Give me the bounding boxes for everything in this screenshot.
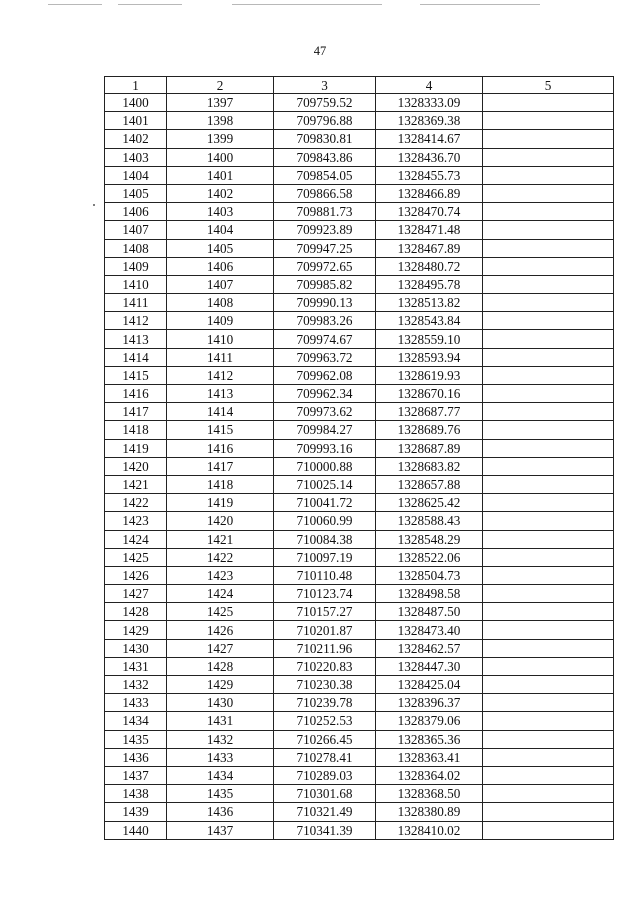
point-number-cell: 1418 (105, 421, 167, 439)
y-coordinate-cell: 1328480.72 (376, 257, 483, 275)
previous-point-cell: 1429 (167, 676, 274, 694)
y-coordinate-cell: 1328683.82 (376, 457, 483, 475)
table-row (105, 621, 614, 639)
x-coordinate-cell: 709830.81 (274, 130, 376, 148)
table-row (105, 512, 614, 530)
note-cell (483, 330, 614, 348)
y-coordinate-cell: 1328467.89 (376, 239, 483, 257)
previous-point-cell: 1410 (167, 330, 274, 348)
previous-point-cell: 1419 (167, 494, 274, 512)
note-cell (483, 257, 614, 275)
table-row (105, 148, 614, 166)
y-coordinate-cell: 1328625.42 (376, 494, 483, 512)
y-coordinate-cell: 1328473.40 (376, 621, 483, 639)
x-coordinate-cell: 709843.86 (274, 148, 376, 166)
previous-point-cell: 1407 (167, 275, 274, 293)
scan-artifact-line (232, 4, 382, 5)
y-coordinate-cell: 1328687.89 (376, 439, 483, 457)
x-coordinate-cell: 710239.78 (274, 694, 376, 712)
previous-point-cell: 1435 (167, 785, 274, 803)
y-coordinate-cell: 1328498.58 (376, 585, 483, 603)
previous-point-cell: 1397 (167, 94, 274, 112)
point-number-cell: 1409 (105, 257, 167, 275)
note-cell (483, 166, 614, 184)
table-row (105, 548, 614, 566)
previous-point-cell: 1430 (167, 694, 274, 712)
table-row (105, 366, 614, 384)
note-cell (483, 348, 614, 366)
x-coordinate-cell: 709990.13 (274, 294, 376, 312)
point-number-cell: 1419 (105, 439, 167, 457)
table-row (105, 694, 614, 712)
y-coordinate-cell: 1328455.73 (376, 166, 483, 184)
note-cell (483, 785, 614, 803)
y-coordinate-cell: 1328470.74 (376, 203, 483, 221)
table-row (105, 457, 614, 475)
point-number-cell: 1426 (105, 566, 167, 584)
x-coordinate-cell: 710321.49 (274, 803, 376, 821)
column-header: 3 (274, 77, 376, 94)
point-number-cell: 1421 (105, 475, 167, 493)
previous-point-cell: 1412 (167, 366, 274, 384)
y-coordinate-cell: 1328369.38 (376, 112, 483, 130)
table-body (105, 77, 614, 840)
table-row (105, 603, 614, 621)
x-coordinate-cell: 710278.41 (274, 748, 376, 766)
point-number-cell: 1412 (105, 312, 167, 330)
note-cell (483, 294, 614, 312)
table-row (105, 712, 614, 730)
point-number-cell: 1434 (105, 712, 167, 730)
table-row (105, 439, 614, 457)
y-coordinate-cell: 1328522.06 (376, 548, 483, 566)
y-coordinate-cell: 1328365.36 (376, 730, 483, 748)
point-number-cell: 1431 (105, 657, 167, 675)
note-cell (483, 203, 614, 221)
table-row (105, 203, 614, 221)
previous-point-cell: 1406 (167, 257, 274, 275)
y-coordinate-cell: 1328425.04 (376, 676, 483, 694)
point-number-cell: 1414 (105, 348, 167, 366)
point-number-cell: 1428 (105, 603, 167, 621)
table-row (105, 676, 614, 694)
point-number-cell: 1401 (105, 112, 167, 130)
point-number-cell: 1425 (105, 548, 167, 566)
y-coordinate-cell: 1328657.88 (376, 475, 483, 493)
previous-point-cell: 1437 (167, 821, 274, 839)
previous-point-cell: 1421 (167, 530, 274, 548)
note-cell (483, 112, 614, 130)
note-cell (483, 421, 614, 439)
point-number-cell: 1417 (105, 403, 167, 421)
x-coordinate-cell: 710266.45 (274, 730, 376, 748)
y-coordinate-cell: 1328687.77 (376, 403, 483, 421)
point-number-cell: 1427 (105, 585, 167, 603)
table-row (105, 385, 614, 403)
x-coordinate-cell: 710123.74 (274, 585, 376, 603)
previous-point-cell: 1423 (167, 566, 274, 584)
y-coordinate-cell: 1328364.02 (376, 766, 483, 784)
scan-artifact-line (420, 4, 540, 5)
x-coordinate-cell: 709923.89 (274, 221, 376, 239)
point-number-cell: 1429 (105, 621, 167, 639)
previous-point-cell: 1400 (167, 148, 274, 166)
x-coordinate-cell: 709974.67 (274, 330, 376, 348)
previous-point-cell: 1402 (167, 184, 274, 202)
note-cell (483, 184, 614, 202)
y-coordinate-cell: 1328410.02 (376, 821, 483, 839)
previous-point-cell: 1405 (167, 239, 274, 257)
point-number-cell: 1416 (105, 385, 167, 403)
note-cell (483, 548, 614, 566)
previous-point-cell: 1426 (167, 621, 274, 639)
table-row (105, 494, 614, 512)
x-coordinate-cell: 710041.72 (274, 494, 376, 512)
y-coordinate-cell: 1328689.76 (376, 421, 483, 439)
x-coordinate-cell: 710157.27 (274, 603, 376, 621)
point-number-cell: 1411 (105, 294, 167, 312)
y-coordinate-cell: 1328368.50 (376, 785, 483, 803)
note-cell (483, 494, 614, 512)
y-coordinate-cell: 1328504.73 (376, 566, 483, 584)
previous-point-cell: 1413 (167, 385, 274, 403)
y-coordinate-cell: 1328466.89 (376, 184, 483, 202)
previous-point-cell: 1425 (167, 603, 274, 621)
y-coordinate-cell: 1328471.48 (376, 221, 483, 239)
table-row (105, 785, 614, 803)
previous-point-cell: 1417 (167, 457, 274, 475)
previous-point-cell: 1432 (167, 730, 274, 748)
note-cell (483, 403, 614, 421)
y-coordinate-cell: 1328436.70 (376, 148, 483, 166)
y-coordinate-cell: 1328396.37 (376, 694, 483, 712)
y-coordinate-cell: 1328543.84 (376, 312, 483, 330)
y-coordinate-cell: 1328495.78 (376, 275, 483, 293)
note-cell (483, 475, 614, 493)
scan-artifact-line (48, 4, 102, 5)
previous-point-cell: 1420 (167, 512, 274, 530)
table-row (105, 530, 614, 548)
point-number-cell: 1440 (105, 821, 167, 839)
table-row (105, 275, 614, 293)
point-number-cell: 1400 (105, 94, 167, 112)
y-coordinate-cell: 1328588.43 (376, 512, 483, 530)
note-cell (483, 748, 614, 766)
table-row (105, 94, 614, 112)
previous-point-cell: 1415 (167, 421, 274, 439)
note-cell (483, 603, 614, 621)
previous-point-cell: 1418 (167, 475, 274, 493)
point-number-cell: 1437 (105, 766, 167, 784)
note-cell (483, 94, 614, 112)
x-coordinate-cell: 709983.26 (274, 312, 376, 330)
y-coordinate-cell: 1328487.50 (376, 603, 483, 621)
x-coordinate-cell: 710084.38 (274, 530, 376, 548)
point-number-cell: 1423 (105, 512, 167, 530)
note-cell (483, 821, 614, 839)
note-cell (483, 239, 614, 257)
previous-point-cell: 1403 (167, 203, 274, 221)
table-row (105, 475, 614, 493)
table-row (105, 130, 614, 148)
note-cell (483, 457, 614, 475)
previous-point-cell: 1408 (167, 294, 274, 312)
note-cell (483, 366, 614, 384)
previous-point-cell: 1424 (167, 585, 274, 603)
table-row (105, 166, 614, 184)
note-cell (483, 712, 614, 730)
y-coordinate-cell: 1328447.30 (376, 657, 483, 675)
note-cell (483, 585, 614, 603)
column-header: 2 (167, 77, 274, 94)
y-coordinate-cell: 1328380.89 (376, 803, 483, 821)
stray-mark (93, 204, 95, 206)
table-row (105, 421, 614, 439)
table-row (105, 566, 614, 584)
x-coordinate-cell: 709962.34 (274, 385, 376, 403)
point-number-cell: 1430 (105, 639, 167, 657)
x-coordinate-cell: 709962.08 (274, 366, 376, 384)
note-cell (483, 148, 614, 166)
point-number-cell: 1433 (105, 694, 167, 712)
point-number-cell: 1402 (105, 130, 167, 148)
y-coordinate-cell: 1328414.67 (376, 130, 483, 148)
y-coordinate-cell: 1328559.10 (376, 330, 483, 348)
x-coordinate-cell: 710211.96 (274, 639, 376, 657)
x-coordinate-cell: 710025.14 (274, 475, 376, 493)
x-coordinate-cell: 710201.87 (274, 621, 376, 639)
table-row (105, 730, 614, 748)
column-header: 5 (483, 77, 614, 94)
x-coordinate-cell: 709984.27 (274, 421, 376, 439)
table-row (105, 657, 614, 675)
y-coordinate-cell: 1328670.16 (376, 385, 483, 403)
point-number-cell: 1424 (105, 530, 167, 548)
y-coordinate-cell: 1328333.09 (376, 94, 483, 112)
y-coordinate-cell: 1328619.93 (376, 366, 483, 384)
x-coordinate-cell: 709963.72 (274, 348, 376, 366)
previous-point-cell: 1431 (167, 712, 274, 730)
coordinates-table (104, 76, 614, 840)
y-coordinate-cell: 1328379.06 (376, 712, 483, 730)
point-number-cell: 1405 (105, 184, 167, 202)
table-row (105, 639, 614, 657)
note-cell (483, 385, 614, 403)
table-row (105, 585, 614, 603)
x-coordinate-cell: 709947.25 (274, 239, 376, 257)
x-coordinate-cell: 710230.38 (274, 676, 376, 694)
scan-artifact-line (118, 4, 182, 5)
x-coordinate-cell: 709854.05 (274, 166, 376, 184)
point-number-cell: 1420 (105, 457, 167, 475)
table-row (105, 330, 614, 348)
table-row (105, 348, 614, 366)
x-coordinate-cell: 709985.82 (274, 275, 376, 293)
point-number-cell: 1436 (105, 748, 167, 766)
note-cell (483, 639, 614, 657)
x-coordinate-cell: 709973.62 (274, 403, 376, 421)
note-cell (483, 621, 614, 639)
previous-point-cell: 1409 (167, 312, 274, 330)
previous-point-cell: 1428 (167, 657, 274, 675)
point-number-cell: 1435 (105, 730, 167, 748)
note-cell (483, 512, 614, 530)
note-cell (483, 766, 614, 784)
point-number-cell: 1432 (105, 676, 167, 694)
previous-point-cell: 1401 (167, 166, 274, 184)
y-coordinate-cell: 1328363.41 (376, 748, 483, 766)
x-coordinate-cell: 710220.83 (274, 657, 376, 675)
point-number-cell: 1415 (105, 366, 167, 384)
note-cell (483, 439, 614, 457)
x-coordinate-cell: 710289.03 (274, 766, 376, 784)
column-header: 1 (105, 77, 167, 94)
x-coordinate-cell: 710341.39 (274, 821, 376, 839)
table-row (105, 766, 614, 784)
x-coordinate-cell: 709881.73 (274, 203, 376, 221)
header-row (105, 77, 614, 94)
table-row (105, 403, 614, 421)
table-row (105, 312, 614, 330)
note-cell (483, 530, 614, 548)
previous-point-cell: 1398 (167, 112, 274, 130)
table-row (105, 821, 614, 839)
note-cell (483, 275, 614, 293)
x-coordinate-cell: 710301.68 (274, 785, 376, 803)
note-cell (483, 676, 614, 694)
y-coordinate-cell: 1328462.57 (376, 639, 483, 657)
table-row (105, 294, 614, 312)
x-coordinate-cell: 709993.16 (274, 439, 376, 457)
point-number-cell: 1413 (105, 330, 167, 348)
note-cell (483, 730, 614, 748)
previous-point-cell: 1427 (167, 639, 274, 657)
page-number: 47 (313, 44, 327, 58)
x-coordinate-cell: 710110.48 (274, 566, 376, 584)
note-cell (483, 566, 614, 584)
x-coordinate-cell: 709972.65 (274, 257, 376, 275)
x-coordinate-cell: 710252.53 (274, 712, 376, 730)
point-number-cell: 1422 (105, 494, 167, 512)
point-number-cell: 1408 (105, 239, 167, 257)
y-coordinate-cell: 1328513.82 (376, 294, 483, 312)
point-number-cell: 1407 (105, 221, 167, 239)
table-row (105, 239, 614, 257)
table-row (105, 803, 614, 821)
point-number-cell: 1403 (105, 148, 167, 166)
x-coordinate-cell: 709759.52 (274, 94, 376, 112)
y-coordinate-cell: 1328593.94 (376, 348, 483, 366)
x-coordinate-cell: 710000.88 (274, 457, 376, 475)
note-cell (483, 803, 614, 821)
previous-point-cell: 1414 (167, 403, 274, 421)
table-row (105, 748, 614, 766)
column-header: 4 (376, 77, 483, 94)
point-number-cell: 1438 (105, 785, 167, 803)
note-cell (483, 657, 614, 675)
table-row (105, 257, 614, 275)
note-cell (483, 130, 614, 148)
previous-point-cell: 1422 (167, 548, 274, 566)
note-cell (483, 312, 614, 330)
x-coordinate-cell: 709866.58 (274, 184, 376, 202)
note-cell (483, 694, 614, 712)
x-coordinate-cell: 710097.19 (274, 548, 376, 566)
table-row (105, 221, 614, 239)
previous-point-cell: 1399 (167, 130, 274, 148)
x-coordinate-cell: 710060.99 (274, 512, 376, 530)
previous-point-cell: 1433 (167, 748, 274, 766)
previous-point-cell: 1434 (167, 766, 274, 784)
table-row (105, 112, 614, 130)
previous-point-cell: 1404 (167, 221, 274, 239)
y-coordinate-cell: 1328548.29 (376, 530, 483, 548)
point-number-cell: 1410 (105, 275, 167, 293)
point-number-cell: 1404 (105, 166, 167, 184)
x-coordinate-cell: 709796.88 (274, 112, 376, 130)
point-number-cell: 1439 (105, 803, 167, 821)
table-row (105, 184, 614, 202)
previous-point-cell: 1416 (167, 439, 274, 457)
previous-point-cell: 1411 (167, 348, 274, 366)
previous-point-cell: 1436 (167, 803, 274, 821)
note-cell (483, 221, 614, 239)
point-number-cell: 1406 (105, 203, 167, 221)
